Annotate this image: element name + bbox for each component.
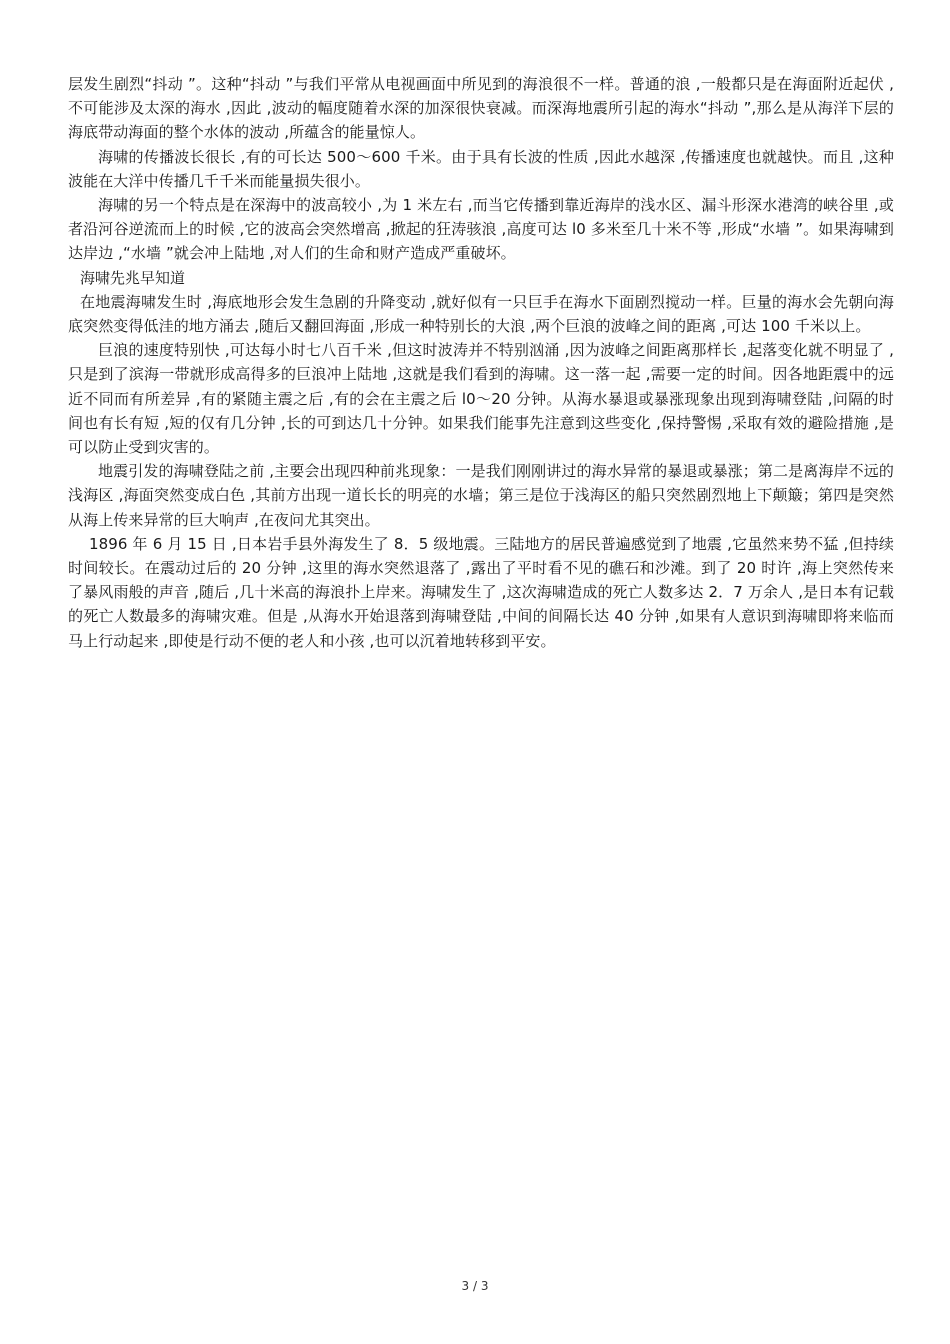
document-body [68, 72, 894, 653]
paragraph: 海啸的传播波长很长 ,有的可长达 500～600 千米。由于具有长波的性质 ,因此水越深 ,传播速度也就越快。而且 ,这种波能在大洋中传播几千千米而能量损失很小。 [68, 147, 894, 190]
paragraph: 在地震海啸发生时 ,海底地形会发生急剧的升降变动 ,就好似有一只巨手在海水下面剧烈搅动一样。巨量的海水会先朝向海底突然变得低洼的地方涌去 ,随后又翻回海面 ,形成一种特别长的大浪 ,两个巨浪的波峰之间的距离 ,可达 100 千米以上。 [68, 292, 894, 336]
paragraph: 地震引发的海啸登陆之前 ,主要会出现四种前兆现象：一是我们刚刚讲过的海水异常的暴退或暴涨；第二是离海岸不远的浅海区 ,海面突然变成白色 ,其前方出现一道长长的明亮的水墙；第三是位于浅海区的船只突然剧烈地上下颠簸；第四是突然从海上传来异常的巨大响声 ,在夜问尤其突出。 [68, 462, 894, 529]
paragraph: 层发生剧烈“抖动 ”。这种“抖动 ”与我们平常从电视画面中所见到的海浪很不一样。普通的浪 ,一般都只是在海面附近起伏 ,不可能涉及太深的海水 ,因此 ,波动的幅度随着水深的加深很快衰减。而深海地震所引起的海水“抖动 ”,那么是从海洋下层的海底带动海面的整个水体的波动 ,所蕴含的能量惊人。 [68, 75, 894, 142]
section-heading: 海啸先兆早知道 [80, 268, 186, 287]
paragraph: 1896 年 6 月 15 日 ,日本岩手县外海发生了 8．5 级地震。三陆地方的居民普遍感觉到了地震 ,它虽然来势不猛 ,但持续时间较长。在震动过后的 20 分钟 ,这里的海水突然退落了 ,露出了平时看不见的礁石和沙滩。到了 20 时许 ,海上突然传来了暴风雨般的声音 ,随后 ,几十米高的海浪扑上岸来。海啸发生了 ,这次海啸造成的死亡人数多达 2．7 万余人 ,是日本有记载的死亡人数最多的海啸灾难。但是 ,从海水开始退落到海啸登陆 ,中间的间隔长达 40 分钟 ,如果有人意识到海啸即将来临而马上行动起来 ,即使是行动不便的老人和小孩 ,也可以沉着地转移到平安。 [68, 534, 894, 650]
paragraph: 巨浪的速度特别快 ,可达每小时七八百千米 ,但这时波涛并不特别汹涌 ,因为波峰之间距离那样长 ,起落变化就不明显了 ,只是到了滨海一带就形成高得多的巨浪冲上陆地 ,这就是我们看到的海啸。这一落一起 ,需要一定的时间。因各地距震中的远近不同而有所差异 ,有的紧随主震之后 ,有的会在主震之后 l0～20 分钟。从海水暴退或暴涨现象出现到海啸登陆 ,问隔的时间也有长有短 ,短的仅有几分钟 ,长的可到达几十分钟。如果我们能事先注意到这些变化 ,保持警惕 ,采取有效的避险措施 ,是可以防止受到灾害的。 [68, 341, 894, 457]
page-number: 3 / 3 [461, 1279, 489, 1293]
paragraph: 海啸的另一个特点是在深海中的波高较小 ,为 1 米左右 ,而当它传播到靠近海岸的浅水区、漏斗形深水港湾的峡谷里 ,或者沿河谷逆流而上的时候 ,它的波高会突然增高 ,掀起的狂涛骇浪 ,高度可达 l0 多米至几十米不等 ,形成“水墙 ”。如果海啸到达岸边 ,“水墙 ”就会冲上陆地 ,对人们的生命和财产造成严重破坏。 [68, 196, 894, 263]
